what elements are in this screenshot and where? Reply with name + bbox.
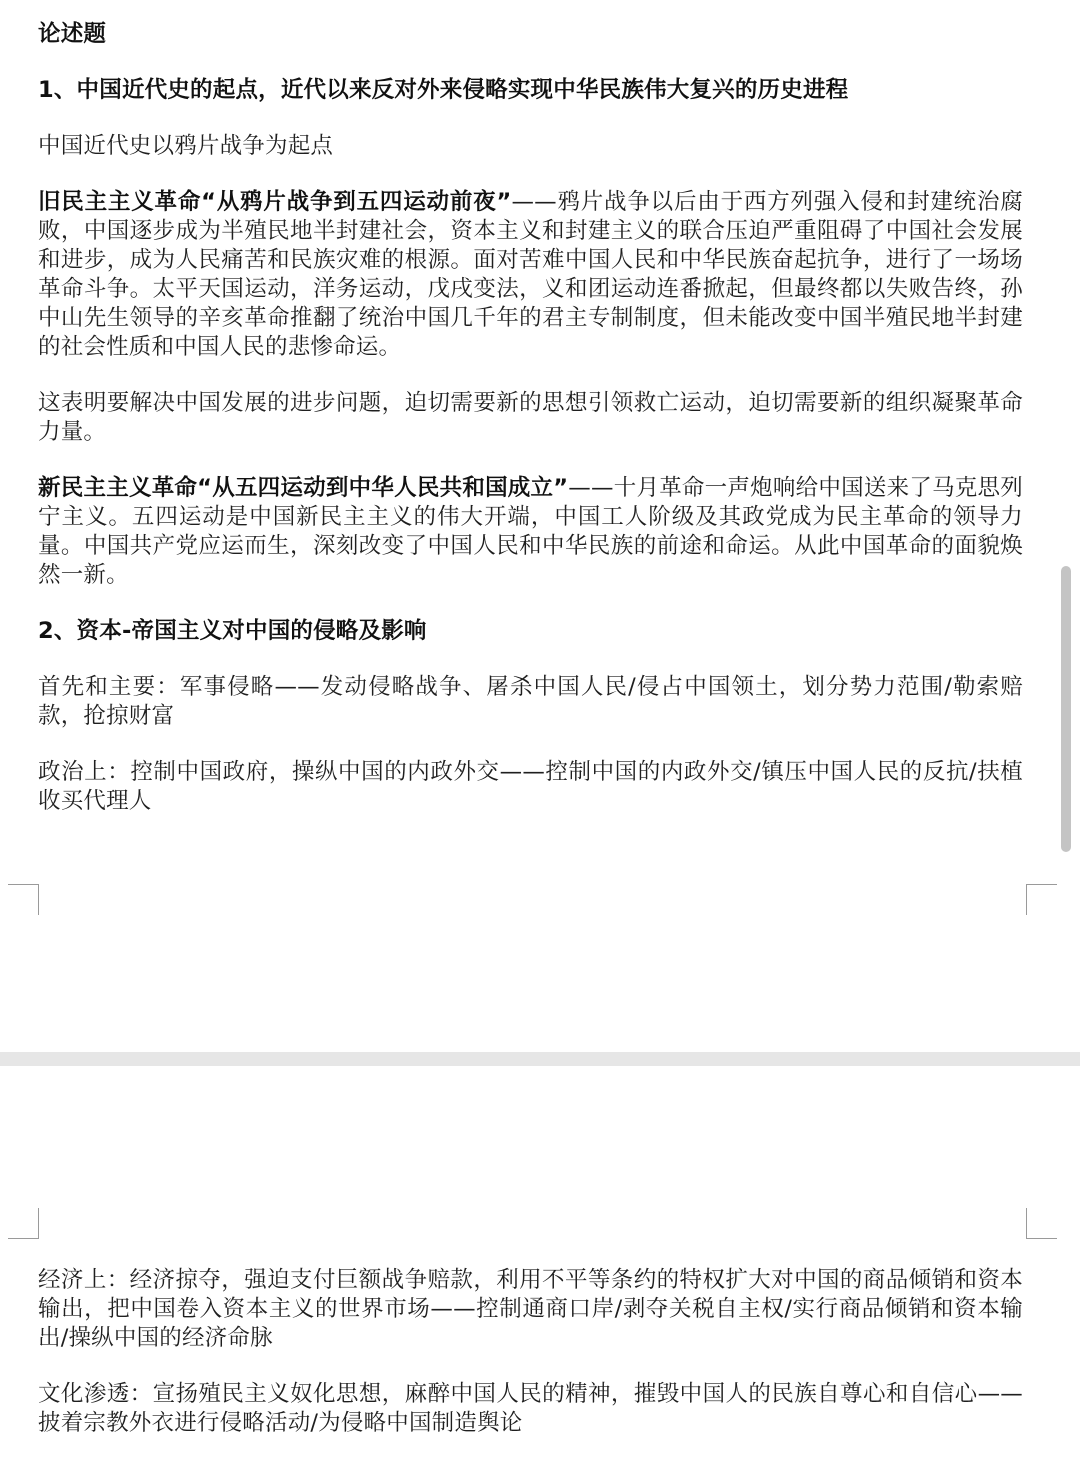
page-margin-corner-top-left	[8, 1208, 39, 1239]
document-page-2	[0, 1066, 1080, 1440]
section-2-heading: 2、资本-帝国主义对中国的侵略及影响	[38, 618, 427, 644]
page-2-content	[38, 1266, 1023, 1465]
new-democratic-revolution-paragraph	[38, 474, 1023, 590]
political-control-paragraph: 政治上：控制中国政府，操纵中国的内政外交——控制中国的内政外交/镇压中国人民的反抗/扶植收买代理人	[38, 759, 1023, 814]
cultural-infiltration-paragraph: 文化渗透：宣扬殖民主义奴化思想，麻醉中国人民的精神，摧毁中国人的民族自尊心和自信心——披着宗教外衣进行侵略活动/为侵略中国制造舆论	[38, 1381, 1023, 1436]
page-1-content	[38, 20, 1023, 843]
page-margin-corner-bottom-right	[1026, 884, 1057, 915]
economic-plunder-paragraph: 经济上：经济掠夺，强迫支付巨额战争赔款，利用不平等条约的特权扩大对中国的商品倾销和资本输出，把中国卷入资本主义的世界市场——控制通商口岸/剥夺关税自主权/实行商品倾销和资本输出/操纵中国的经济命脉	[38, 1267, 1023, 1351]
new-democratic-revolution-text: ——十月革命一声炮响给中国送来了马克思列宁主义。五四运动是中国新民主主义的伟大开端，中国工人阶级及其政党成为民主革命的领导力量。中国共产党应运而生，深刻改变了中国人民和中华民族的前途和命运。从此中国革命的面貌焕然一新。	[38, 475, 1023, 588]
new-democratic-revolution-label: 新民主主义革命“从五四运动到中华人民共和国成立”	[38, 475, 569, 501]
old-democratic-revolution-paragraph	[38, 188, 1023, 362]
page-separator	[0, 1052, 1080, 1066]
old-democratic-revolution-label: 旧民主主义革命“从鸦片战争到五四运动前夜”	[38, 189, 512, 215]
section-1-intro: 中国近代史以鸦片战争为起点	[38, 133, 334, 159]
military-aggression-paragraph: 首先和主要：军事侵略——发动侵略战争、屠杀中国人民/侵占中国领土，划分势力范围/勒索赔款，抢掠财富	[38, 674, 1023, 729]
section-1-conclusion: 这表明要解决中国发展的进步问题，迫切需要新的思想引领救亡运动，迫切需要新的组织凝聚革命力量。	[38, 390, 1023, 445]
page-margin-corner-bottom-left	[8, 884, 39, 915]
page-margin-corner-top-right	[1026, 1208, 1057, 1239]
vertical-scrollbar-thumb[interactable]	[1061, 566, 1071, 852]
document-title: 论述题	[38, 21, 107, 47]
old-democratic-revolution-text: ——鸦片战争以后由于西方列强入侵和封建统治腐败，中国逐步成为半殖民地半封建社会，资本主义和封建主义的联合压迫严重阻碍了中国社会发展和进步，成为人民痛苦和民族灾难的根源。面对苦难中国人民和中华民族奋起抗争，进行了一场场革命斗争。太平天国运动，洋务运动，戊戌变法，义和团运动连番掀起，但最终都以失败告终，孙中山先生领导的辛亥革命推翻了统治中国几千年的君主专制制度，但未能改变中国半殖民地半封建的社会性质和中国人民的悲惨命运。	[38, 189, 1023, 360]
section-1-heading: 1、中国近代史的起点，近代以来反对外来侵略实现中华民族伟大复兴的历史进程	[38, 77, 849, 103]
